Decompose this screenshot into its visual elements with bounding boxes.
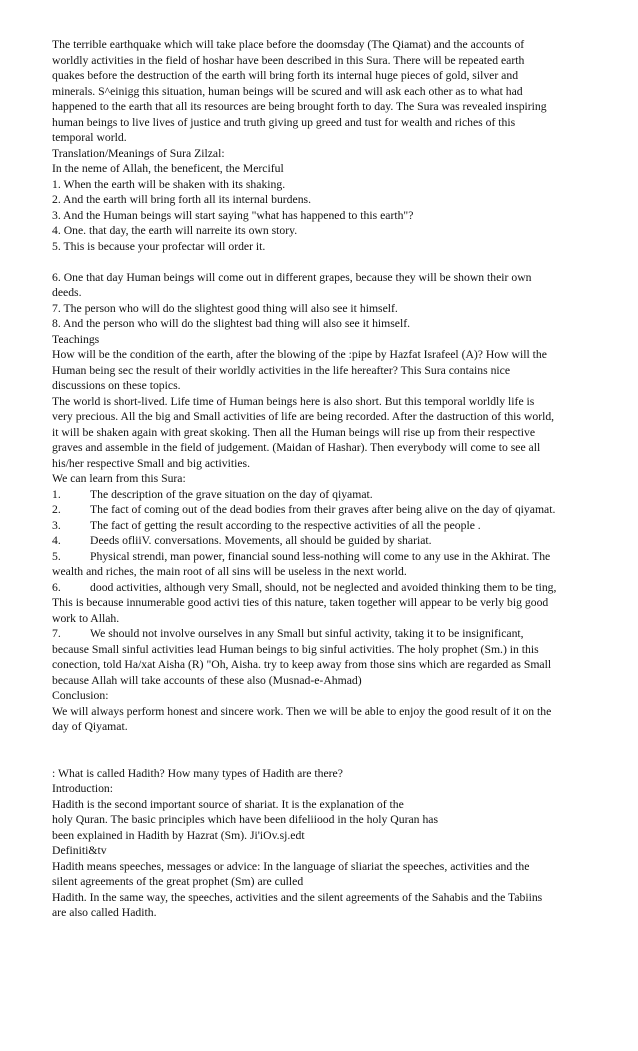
text-line: How will be the condition of the earth, after the blowing of the :pipe by Hazfat Israfeel (A)? How will the bbox=[52, 348, 547, 361]
text-line: discussions on these topics. bbox=[52, 379, 181, 392]
verse-line: 4. One. that day, the earth will narreite its own story. bbox=[52, 224, 298, 237]
verse-line: 5. This is because your profectar will order it. bbox=[52, 239, 266, 253]
verse-line: 1. When the earth will be shaken with its shaking. bbox=[52, 177, 286, 191]
verse-line: 7. The person who will do the slightest good thing will also see it himself. bbox=[52, 301, 398, 315]
teachings-paragraph bbox=[52, 347, 592, 471]
intro-paragraph bbox=[52, 37, 592, 146]
item-number: 6. bbox=[52, 580, 61, 594]
verse-line: deeds. bbox=[52, 286, 82, 299]
verse-line: 3. And the Human beings will start saying "what has happened to this earth"? bbox=[52, 208, 414, 222]
conclusion-paragraph bbox=[52, 704, 592, 735]
definition-paragraph bbox=[52, 859, 592, 921]
item-continuation: because Allah will take accounts of these also (Musnad-e-Ahmad) bbox=[52, 673, 362, 687]
item-number: 5. bbox=[52, 549, 61, 563]
learn-heading: We can learn from this Sura: bbox=[52, 472, 186, 485]
blank-line bbox=[52, 254, 592, 270]
item-text: We should not involve ourselves in any Small but sinful activity, taking it to be insignificant, bbox=[90, 627, 524, 640]
text-line: minerals. S^einigg this situation, human beings will be scured and will ask each other as to what had bbox=[52, 84, 523, 98]
text-line: quakes before the destruction of the earth will bring forth its internal huge pieces of gold, silver and bbox=[52, 69, 519, 82]
text-line: very precious. All the big and Small activities of life are being recorded. After the dastruction of this world, bbox=[52, 410, 555, 423]
item-continuation: wealth and riches, the main root of all sins will be useless in the next world. bbox=[52, 565, 407, 578]
learn-item bbox=[52, 533, 592, 549]
text-line: Hadith. In the same way, the speeches, activities and the silent agreements of the Sahabis and the Tabiins bbox=[52, 890, 543, 904]
conclusion-heading: Conclusion: bbox=[52, 689, 109, 702]
verse-line: 6. One that day Human beings will come out in different grapes, because they will be shown their own bbox=[52, 270, 532, 284]
item-number: 7. bbox=[52, 627, 61, 640]
verse-list bbox=[52, 177, 592, 255]
text-line: human beings to live lives of justice and truth giving up greed and tust for wealth and riches of this bbox=[52, 115, 516, 129]
text-line: Hadith is the second important source of shariat. It is the explanation of the bbox=[52, 797, 404, 811]
learn-item bbox=[52, 626, 592, 642]
item-number: 3. bbox=[52, 518, 61, 532]
teachings-heading: Teachings bbox=[52, 332, 100, 346]
text-line: been explained in Hadith by Hazrat (Sm). Ji'iOv.sj.edt bbox=[52, 828, 305, 842]
item-continuation: because Small sinful activities lead Human beings to big sinful activities. The holy prophet (Sm.) in this bbox=[52, 642, 539, 656]
text-line: happened to the earth that all its resources are being brought forth to day. The Sura was revealed inspiring bbox=[52, 100, 547, 113]
text-line: Human being sec the result of their worldly activities in the life hereafter? This Sura contains nice bbox=[52, 363, 511, 377]
verse-line: 2. And the earth will bring forth all its internal burdens. bbox=[52, 193, 312, 206]
item-number: 4. bbox=[52, 534, 61, 547]
item-text: Deeds ofliiV. conversations. Movements, all should be guided by shariat. bbox=[90, 534, 432, 547]
item-text: dood activities, although very Small, should, not be neglected and avoided thinking them to be ting, bbox=[90, 580, 557, 594]
learn-item bbox=[52, 487, 592, 503]
blank-space bbox=[52, 735, 592, 766]
text-line: it will be shaken again with great skoking. Then all the Human beings will rise up from their respective bbox=[52, 425, 536, 439]
learn-item bbox=[52, 518, 592, 534]
bismillah-line: In the neme of Allah, the beneficent, the Merciful bbox=[52, 162, 284, 175]
introduction-heading: Introduction: bbox=[52, 782, 114, 795]
text-line: silent agreements of the great prophet (Sm) are culled bbox=[52, 875, 304, 888]
item-text: The fact of getting the result according to the respective activities of all the people . bbox=[90, 518, 481, 532]
text-line: We will always perform honest and sincere work. Then we will be able to enjoy the good result of it on the bbox=[52, 704, 552, 718]
item-text: Physical strendi, man power, financial sound less-nothing will come to any use in the Akhirat. The bbox=[90, 549, 551, 563]
text-line: temporal world. bbox=[52, 131, 127, 144]
item-text: The description of the grave situation on the day of qiyamat. bbox=[90, 487, 373, 501]
learn-item bbox=[52, 549, 592, 565]
item-continuation: work to Allah. bbox=[52, 611, 120, 625]
item-number: 2. bbox=[52, 503, 61, 516]
item-continuation: conection, told Ha/xat Aisha (R) "Oh, Aisha. try to keep away from those sins which are regarded as Small bbox=[52, 658, 552, 671]
hadith-question: : What is called Hadith? How many types of Hadith are there? bbox=[52, 766, 343, 780]
learn-item bbox=[52, 580, 592, 596]
hadith-intro-paragraph bbox=[52, 797, 592, 844]
definition-heading: Definiti&tv bbox=[52, 844, 107, 857]
text-line: are also called Hadith. bbox=[52, 906, 157, 919]
learn-list bbox=[52, 487, 592, 689]
text-line: Hadith means speeches, messages or advice: In the language of sliariat the speeches, activities and the bbox=[52, 859, 530, 873]
verse-list-continued bbox=[52, 270, 592, 332]
text-line: The terrible earthquake which will take place before the doomsday (The Qiamat) and the accounts of bbox=[52, 38, 525, 51]
item-continuation: This is because innumerable good activi ties of this nature, taken together will appear to be verly big good bbox=[52, 596, 549, 609]
text-line: The world is short-lived. Life time of Human beings here is also short. But this temporal worldly life is bbox=[52, 394, 535, 408]
document-page bbox=[52, 37, 592, 921]
text-line: his/her respective Small and big activities. bbox=[52, 456, 250, 470]
verse-line: 8. And the person who will do the slightest bad thing will also see it himself. bbox=[52, 317, 411, 330]
text-line: day of Qiyamat. bbox=[52, 720, 128, 733]
learn-item bbox=[52, 502, 592, 518]
text-line: holy Quran. The basic principles which have been difeliiood in the holy Quran has bbox=[52, 813, 439, 826]
text-line: worldly activities in the field of hoshar have been described in this Sura. There will be repeated earth bbox=[52, 53, 525, 67]
item-number: 1. bbox=[52, 487, 61, 501]
item-text: The fact of coming out of the dead bodies from their graves after being alive on the day of qiyamat. bbox=[90, 503, 556, 516]
text-line: graves and assemble in the field of judgement. (Maidan of Hashar). Then everybody will come to see all bbox=[52, 441, 541, 454]
translation-heading: Translation/Meanings of Sura Zilzal: bbox=[52, 146, 225, 160]
